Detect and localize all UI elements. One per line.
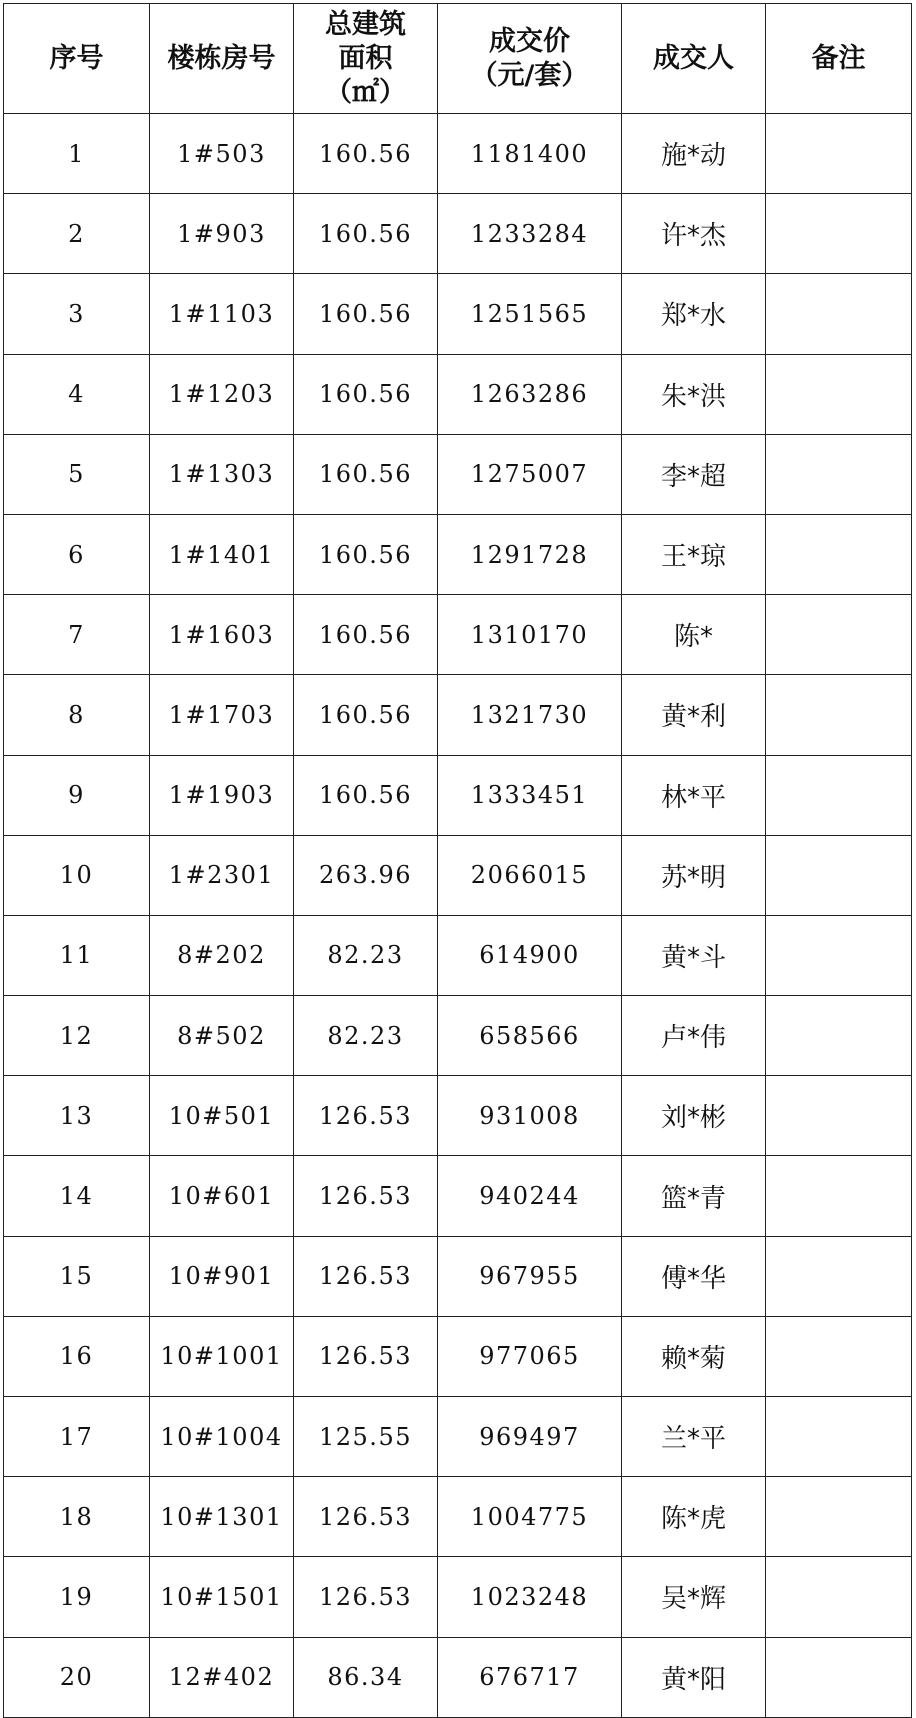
cell-seq: 8: [4, 675, 150, 755]
cell-unit: 10#1501: [150, 1557, 294, 1637]
cell-price: 1181400: [438, 114, 622, 194]
cell-price: 1263286: [438, 354, 622, 434]
cell-remark: [766, 434, 912, 514]
cell-area: 126.53: [294, 1236, 438, 1316]
cell-price: 1333451: [438, 755, 622, 835]
cell-buyer: 卢*伟: [622, 996, 766, 1076]
cell-area: 86.34: [294, 1637, 438, 1717]
cell-seq: 4: [4, 354, 150, 434]
cell-seq: 1: [4, 114, 150, 194]
cell-remark: [766, 514, 912, 594]
table-row: [4, 514, 912, 594]
table-row: [4, 1316, 912, 1396]
table-row: [4, 1637, 912, 1717]
cell-area: 126.53: [294, 1076, 438, 1156]
cell-remark: [766, 1637, 912, 1717]
cell-area: 160.56: [294, 595, 438, 675]
cell-area: 126.53: [294, 1557, 438, 1637]
cell-seq: 7: [4, 595, 150, 675]
cell-area: 160.56: [294, 194, 438, 274]
cell-buyer: 朱*洪: [622, 354, 766, 434]
cell-price: 614900: [438, 915, 622, 995]
table-row: [4, 1557, 912, 1637]
cell-seq: 13: [4, 1076, 150, 1156]
table-row: [4, 1156, 912, 1236]
table-row: [4, 1477, 912, 1557]
cell-buyer: 黄*阳: [622, 1637, 766, 1717]
cell-seq: 19: [4, 1557, 150, 1637]
header-area: [294, 4, 438, 114]
cell-price: 931008: [438, 1076, 622, 1156]
cell-unit: 10#1004: [150, 1397, 294, 1477]
cell-unit: 1#1703: [150, 675, 294, 755]
cell-price: 1275007: [438, 434, 622, 514]
cell-unit: 10#601: [150, 1156, 294, 1236]
cell-area: 160.56: [294, 114, 438, 194]
cell-seq: 20: [4, 1637, 150, 1717]
header-price-line: 成交价: [489, 25, 570, 57]
cell-seq: 9: [4, 755, 150, 835]
header-remark: 备注: [766, 4, 912, 114]
cell-remark: [766, 354, 912, 434]
header-area-line: （㎡）: [325, 76, 406, 108]
table-row: [4, 1236, 912, 1316]
cell-area: 160.56: [294, 514, 438, 594]
cell-unit: 10#1001: [150, 1316, 294, 1396]
header-price: [438, 4, 622, 114]
cell-seq: 5: [4, 434, 150, 514]
cell-seq: 16: [4, 1316, 150, 1396]
cell-area: 160.56: [294, 354, 438, 434]
cell-buyer: 施*动: [622, 114, 766, 194]
cell-remark: [766, 1076, 912, 1156]
header-seq: 序号: [4, 4, 150, 114]
header-buyer: 成交人: [622, 4, 766, 114]
cell-remark: [766, 1477, 912, 1557]
cell-seq: 11: [4, 915, 150, 995]
cell-area: 126.53: [294, 1316, 438, 1396]
cell-seq: 15: [4, 1236, 150, 1316]
transaction-table: [3, 3, 912, 1718]
cell-unit: 10#1301: [150, 1477, 294, 1557]
cell-seq: 17: [4, 1397, 150, 1477]
cell-area: 82.23: [294, 915, 438, 995]
table-body: [4, 114, 912, 1718]
cell-seq: 14: [4, 1156, 150, 1236]
cell-buyer: 兰*平: [622, 1397, 766, 1477]
cell-unit: 12#402: [150, 1637, 294, 1717]
cell-unit: 1#1103: [150, 274, 294, 354]
cell-price: 1321730: [438, 675, 622, 755]
table-row: [4, 1076, 912, 1156]
transaction-table-container: [3, 3, 911, 1718]
table-row: [4, 434, 912, 514]
cell-remark: [766, 114, 912, 194]
table-row: [4, 114, 912, 194]
cell-remark: [766, 274, 912, 354]
header-unit: 楼栋房号: [150, 4, 294, 114]
cell-buyer: 篮*青: [622, 1156, 766, 1236]
cell-seq: 12: [4, 996, 150, 1076]
cell-area: 126.53: [294, 1477, 438, 1557]
cell-price: 977065: [438, 1316, 622, 1396]
cell-buyer: 郑*水: [622, 274, 766, 354]
cell-unit: 1#1303: [150, 434, 294, 514]
table-row: [4, 354, 912, 434]
cell-area: 160.56: [294, 434, 438, 514]
cell-remark: [766, 1557, 912, 1637]
cell-buyer: 许*杰: [622, 194, 766, 274]
header-price-line: （元/套）: [470, 59, 589, 91]
cell-price: 940244: [438, 1156, 622, 1236]
cell-buyer: 陈*虎: [622, 1477, 766, 1557]
cell-remark: [766, 194, 912, 274]
cell-unit: 8#202: [150, 915, 294, 995]
table-header-row: [4, 4, 912, 114]
cell-area: 160.56: [294, 755, 438, 835]
cell-area: 263.96: [294, 835, 438, 915]
header-area-line: 总建筑: [325, 8, 406, 40]
header-area-line: 面积: [338, 42, 393, 74]
cell-seq: 18: [4, 1477, 150, 1557]
cell-unit: 8#502: [150, 996, 294, 1076]
cell-seq: 10: [4, 835, 150, 915]
cell-remark: [766, 755, 912, 835]
cell-unit: 1#503: [150, 114, 294, 194]
cell-unit: 1#2301: [150, 835, 294, 915]
cell-remark: [766, 915, 912, 995]
table-row: [4, 915, 912, 995]
cell-seq: 6: [4, 514, 150, 594]
cell-price: 1233284: [438, 194, 622, 274]
table-row: [4, 755, 912, 835]
cell-remark: [766, 1397, 912, 1477]
cell-remark: [766, 1316, 912, 1396]
cell-price: 658566: [438, 996, 622, 1076]
table-row: [4, 996, 912, 1076]
cell-remark: [766, 1236, 912, 1316]
cell-area: 160.56: [294, 675, 438, 755]
cell-buyer: 陈*: [622, 595, 766, 675]
cell-area: 126.53: [294, 1156, 438, 1236]
table-row: [4, 835, 912, 915]
cell-area: 82.23: [294, 996, 438, 1076]
cell-buyer: 林*平: [622, 755, 766, 835]
cell-price: 969497: [438, 1397, 622, 1477]
cell-buyer: 刘*彬: [622, 1076, 766, 1156]
cell-price: 1291728: [438, 514, 622, 594]
cell-buyer: 苏*明: [622, 835, 766, 915]
cell-price: 676717: [438, 1637, 622, 1717]
table-row: [4, 595, 912, 675]
cell-price: 2066015: [438, 835, 622, 915]
cell-unit: 1#1603: [150, 595, 294, 675]
cell-seq: 2: [4, 194, 150, 274]
cell-unit: 1#1203: [150, 354, 294, 434]
table-row: [4, 675, 912, 755]
cell-unit: 1#1401: [150, 514, 294, 594]
cell-remark: [766, 996, 912, 1076]
cell-buyer: 黄*利: [622, 675, 766, 755]
cell-unit: 1#1903: [150, 755, 294, 835]
cell-buyer: 赖*菊: [622, 1316, 766, 1396]
cell-buyer: 王*琼: [622, 514, 766, 594]
table-row: [4, 194, 912, 274]
cell-seq: 3: [4, 274, 150, 354]
cell-remark: [766, 595, 912, 675]
table-row: [4, 1397, 912, 1477]
cell-buyer: 吴*辉: [622, 1557, 766, 1637]
cell-price: 1004775: [438, 1477, 622, 1557]
cell-remark: [766, 835, 912, 915]
cell-unit: 10#901: [150, 1236, 294, 1316]
cell-buyer: 傅*华: [622, 1236, 766, 1316]
table-row: [4, 274, 912, 354]
cell-area: 160.56: [294, 274, 438, 354]
cell-remark: [766, 1156, 912, 1236]
cell-area: 125.55: [294, 1397, 438, 1477]
cell-buyer: 李*超: [622, 434, 766, 514]
cell-price: 1251565: [438, 274, 622, 354]
cell-price: 1023248: [438, 1557, 622, 1637]
cell-unit: 1#903: [150, 194, 294, 274]
cell-remark: [766, 675, 912, 755]
cell-buyer: 黄*斗: [622, 915, 766, 995]
cell-unit: 10#501: [150, 1076, 294, 1156]
cell-price: 1310170: [438, 595, 622, 675]
cell-price: 967955: [438, 1236, 622, 1316]
